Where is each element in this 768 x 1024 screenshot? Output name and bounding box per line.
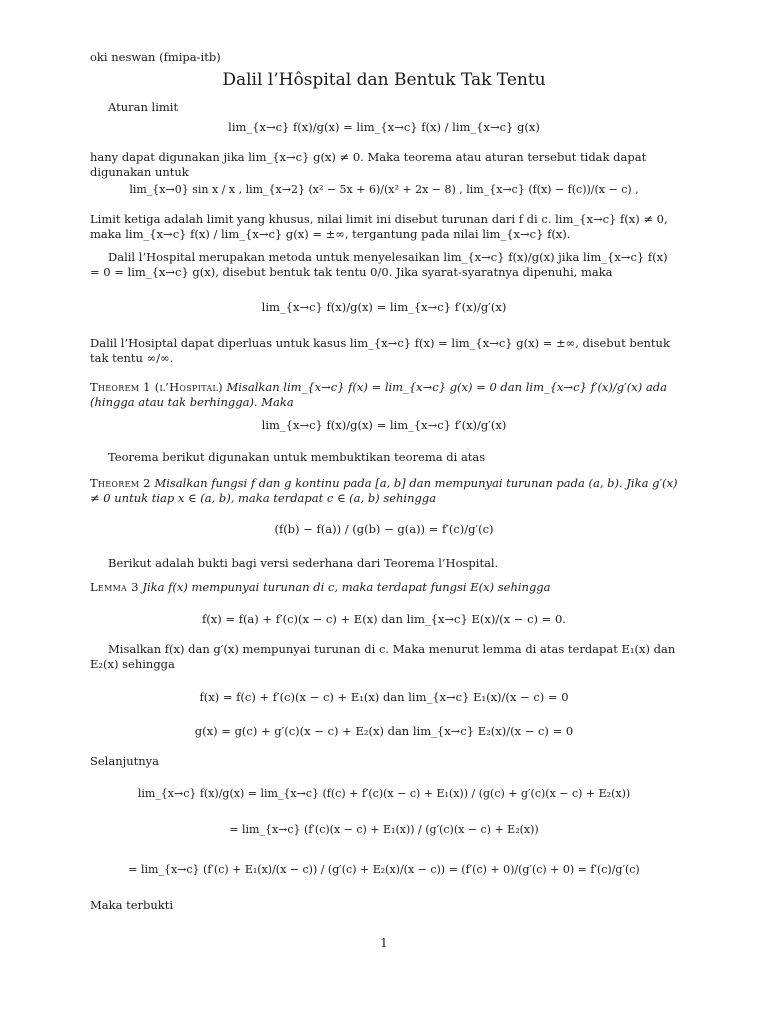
page-number: 1 [380, 936, 388, 950]
equation-cauchy-mvt: (f(b) − f(a)) / (g(b) − g(a)) = f′(c)/g′(c) [274, 522, 494, 536]
equation-f-expansion: f(x) = f(c) + f′(c)(x − c) + E₁(x) dan lim_{x→c} E₁(x)/(x − c) = 0 [199, 690, 569, 704]
paragraph-third-limit: Limit ketiga adalah limit yang khusus, nilai limit ini disebut turunan dari f di c. lim_{x→c} f(x) ≠ 0, maka lim_{x→c} f(x) / lim_{x→c} g(x) = ±∞, tergantung pada nilai lim_{x→c} f(x). [90, 212, 668, 241]
equation-proof-step-2: = lim_{x→c} (f′(c)(x − c) + E₁(x)) / (g′(c)(x − c) + E₂(x)) [229, 823, 539, 836]
paragraph-aturan-limit: Aturan limit [108, 100, 179, 114]
theorem-1 [90, 380, 680, 410]
theorem-2-heading: Theorem 2 [90, 476, 151, 490]
lemma-3 [90, 580, 680, 595]
theorem-2 [90, 476, 680, 506]
theorem-1-heading: Theorem 1 (l’Hospital) [90, 380, 223, 394]
paragraph-conclusion: Maka terbukti [90, 898, 174, 912]
equation-g-expansion: g(x) = g(c) + g′(c)(x − c) + E₂(x) dan lim_{x→c} E₂(x)/(x − c) = 0 [194, 724, 574, 738]
paragraph-proof-intro: Berikut adalah bukti bagi versi sederhana dari Teorema l’Hospital. [108, 556, 499, 570]
equation-theorem-1: lim_{x→c} f(x)/g(x) = lim_{x→c} f′(x)/g′(x) [261, 418, 507, 432]
paragraph-apply-lemma: Misalkan f(x) dan g′(x) mempunyai turunan di c. Maka menurut lemma di atas terdapat E₁(x) dan E₂(x) sehingga [90, 642, 676, 671]
theorem-1-statement: Misalkan lim_{x→c} f(x) = lim_{x→c} g(x) = 0 dan lim_{x→c} f′(x)/g′(x) ada (hingga atau tak berhingga). Maka [90, 380, 667, 409]
equation-proof-step-3: = lim_{x→c} (f′(c) + E₁(x)/(x − c)) / (g′(c) + E₂(x)/(x − c)) = (f′(c) + 0)/(g′(c) + 0) = f′(c)/g′(c) [128, 863, 640, 876]
paragraph-next-theorem: Teorema berikut digunakan untuk membuktikan teorema di atas [108, 450, 486, 464]
paragraph-lhospital-intro: Dalil l’Hospital merupakan metoda untuk menyelesaikan lim_{x→c} f(x)/g(x) jika lim_{x→c} f(x) = 0 = lim_{x→c} g(x), disebut bentuk tak tentu 0/0. Jika syarat-syaratnya dipenuhi, maka [90, 250, 668, 279]
paragraph-selanjutnya: Selanjutnya [90, 754, 159, 768]
theorem-2-statement: Misalkan fungsi f dan g kontinu pada [a, b] dan mempunyai turunan pada (a, b). Jika g′(x) ≠ 0 untuk tiap x ∈ (a, b), maka terdapat c ∈ (a, b) sehingga [90, 476, 678, 505]
lemma-3-statement: Jika f(x) mempunyai turunan di c, maka terdapat fungsi E(x) sehingga [142, 580, 551, 594]
equation-lemma-3: f(x) = f(a) + f′(c)(x − c) + E(x) dan lim_{x→c} E(x)/(x − c) = 0. [202, 612, 566, 626]
paragraph-infinity-case: Dalil l’Hosiptal dapat diperluas untuk kasus lim_{x→c} f(x) = lim_{x→c} g(x) = ±∞, disebut bentuk tak tentu ∞/∞. [90, 336, 670, 365]
equation-proof-step-1: lim_{x→c} f(x)/g(x) = lim_{x→c} (f(c) + f′(c)(x − c) + E₁(x)) / (g(c) + g′(c)(x − c) + E₂(x)) [137, 787, 631, 800]
author-line: oki neswan (fmipa-itb) [90, 50, 221, 64]
equation-limit-quotient: lim_{x→c} f(x)/g(x) = lim_{x→c} f(x) / lim_{x→c} g(x) [228, 120, 540, 134]
equation-lhospital-rule: lim_{x→c} f(x)/g(x) = lim_{x→c} f′(x)/g′(x) [261, 300, 507, 314]
paragraph-restriction: hany dapat digunakan jika lim_{x→c} g(x) ≠ 0. Maka teorema atau aturan tersebut tidak dapat digunakan untuk [90, 150, 647, 179]
document-title: Dalil l’Hôspital dan Bentuk Tak Tentu [222, 70, 546, 90]
equation-examples: lim_{x→0} sin x / x , lim_{x→2} (x² − 5x + 6)/(x² + 2x − 8) , lim_{x→c} (f(x) − f(c))/(x − c) , [129, 183, 639, 196]
lemma-3-heading: Lemma 3 [90, 580, 139, 594]
